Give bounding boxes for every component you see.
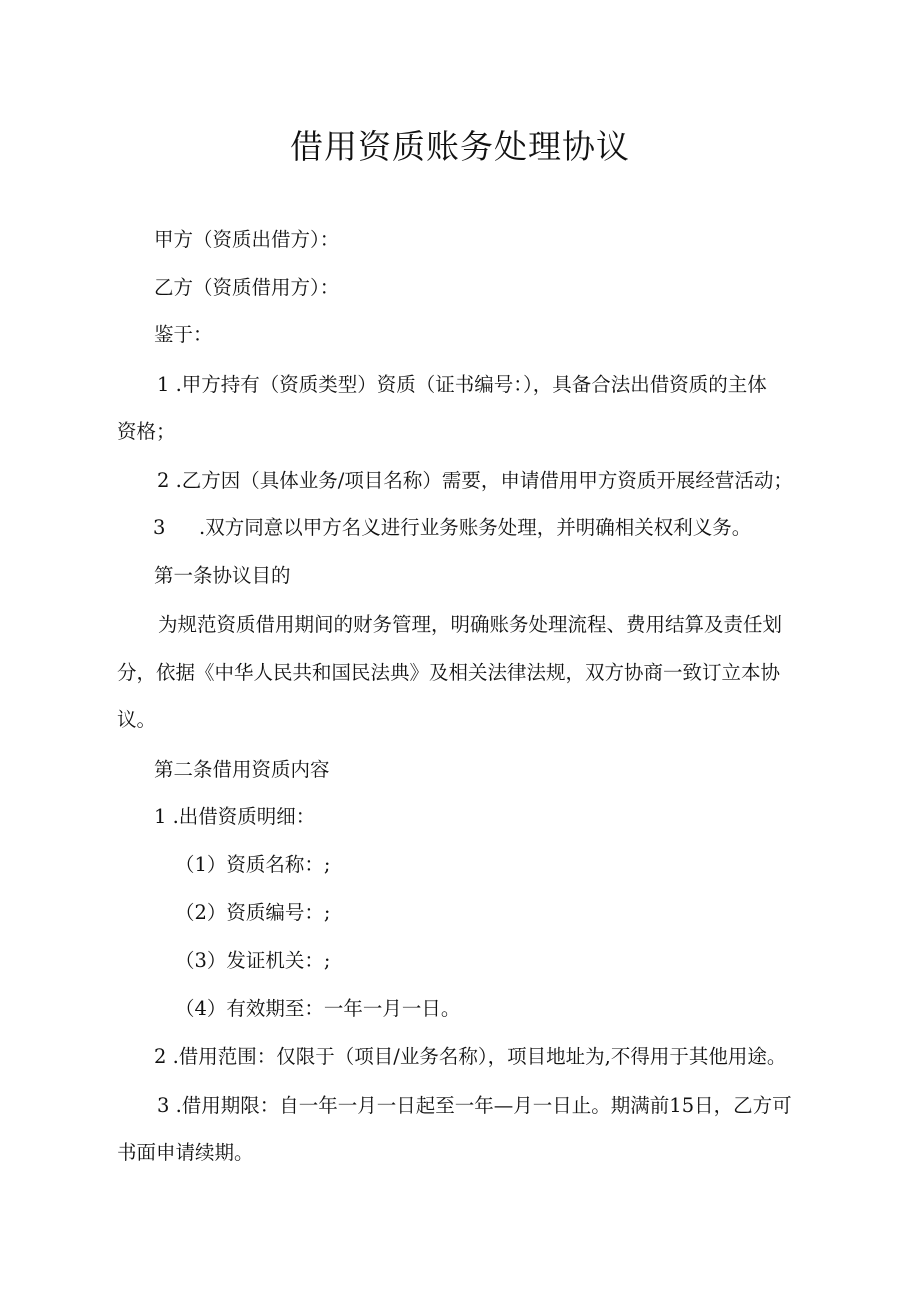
item-2: 2 .借用范围：仅限于（项目/业务名称），项目地址为,不得用于其他用途。 <box>154 1045 787 1068</box>
recital-3-text: .双方同意以甲方名义进行业务账务处理，并明确相关权利义务。 <box>199 516 752 539</box>
document-title: 借用资质账务处理协议 <box>290 127 630 166</box>
article-1-line-2: 分，依据《中华人民共和国民法典》及相关法律法规，双方协商一致订立本协 <box>117 661 781 684</box>
item-3-line-1: 3 .借用期限：自一年一月一日起至一年—月一日止。期满前15日，乙方可 <box>157 1094 792 1117</box>
party-a-line: 甲方（资质出借方）： <box>154 228 340 251</box>
recital-1-line-2: 资格； <box>117 420 176 443</box>
sub-item-3: （3）发证机关：; <box>175 949 331 972</box>
whereas-heading: 鉴于： <box>154 323 213 346</box>
recital-3-number: 3 <box>153 516 166 539</box>
item-1: 1 .出借资质明细： <box>154 805 316 828</box>
article-1-title: 第一条协议目的 <box>154 564 291 587</box>
article-2-title: 第二条借用资质内容 <box>154 758 330 781</box>
party-b-line: 乙方（资质借用方）： <box>154 276 340 299</box>
recital-1-line-1: 1 .甲方持有（资质类型）资质（证书编号：），具备合法出借资质的主体 <box>157 373 767 396</box>
item-3-line-2: 书面申请续期。 <box>117 1141 254 1164</box>
article-1-line-3: 议。 <box>117 708 157 731</box>
recital-2: 2 .乙方因（具体业务/项目名称）需要，申请借用甲方资质开展经营活动； <box>157 469 793 492</box>
article-1-line-1: 为规范资质借用期间的财务管理，明确账务处理流程、费用结算及责任划 <box>158 613 783 636</box>
sub-item-1: （1）资质名称：; <box>175 853 331 876</box>
sub-item-2: （2）资质编号：; <box>175 901 331 924</box>
sub-item-4: （4）有效期至：一年一月一日。 <box>175 997 461 1020</box>
